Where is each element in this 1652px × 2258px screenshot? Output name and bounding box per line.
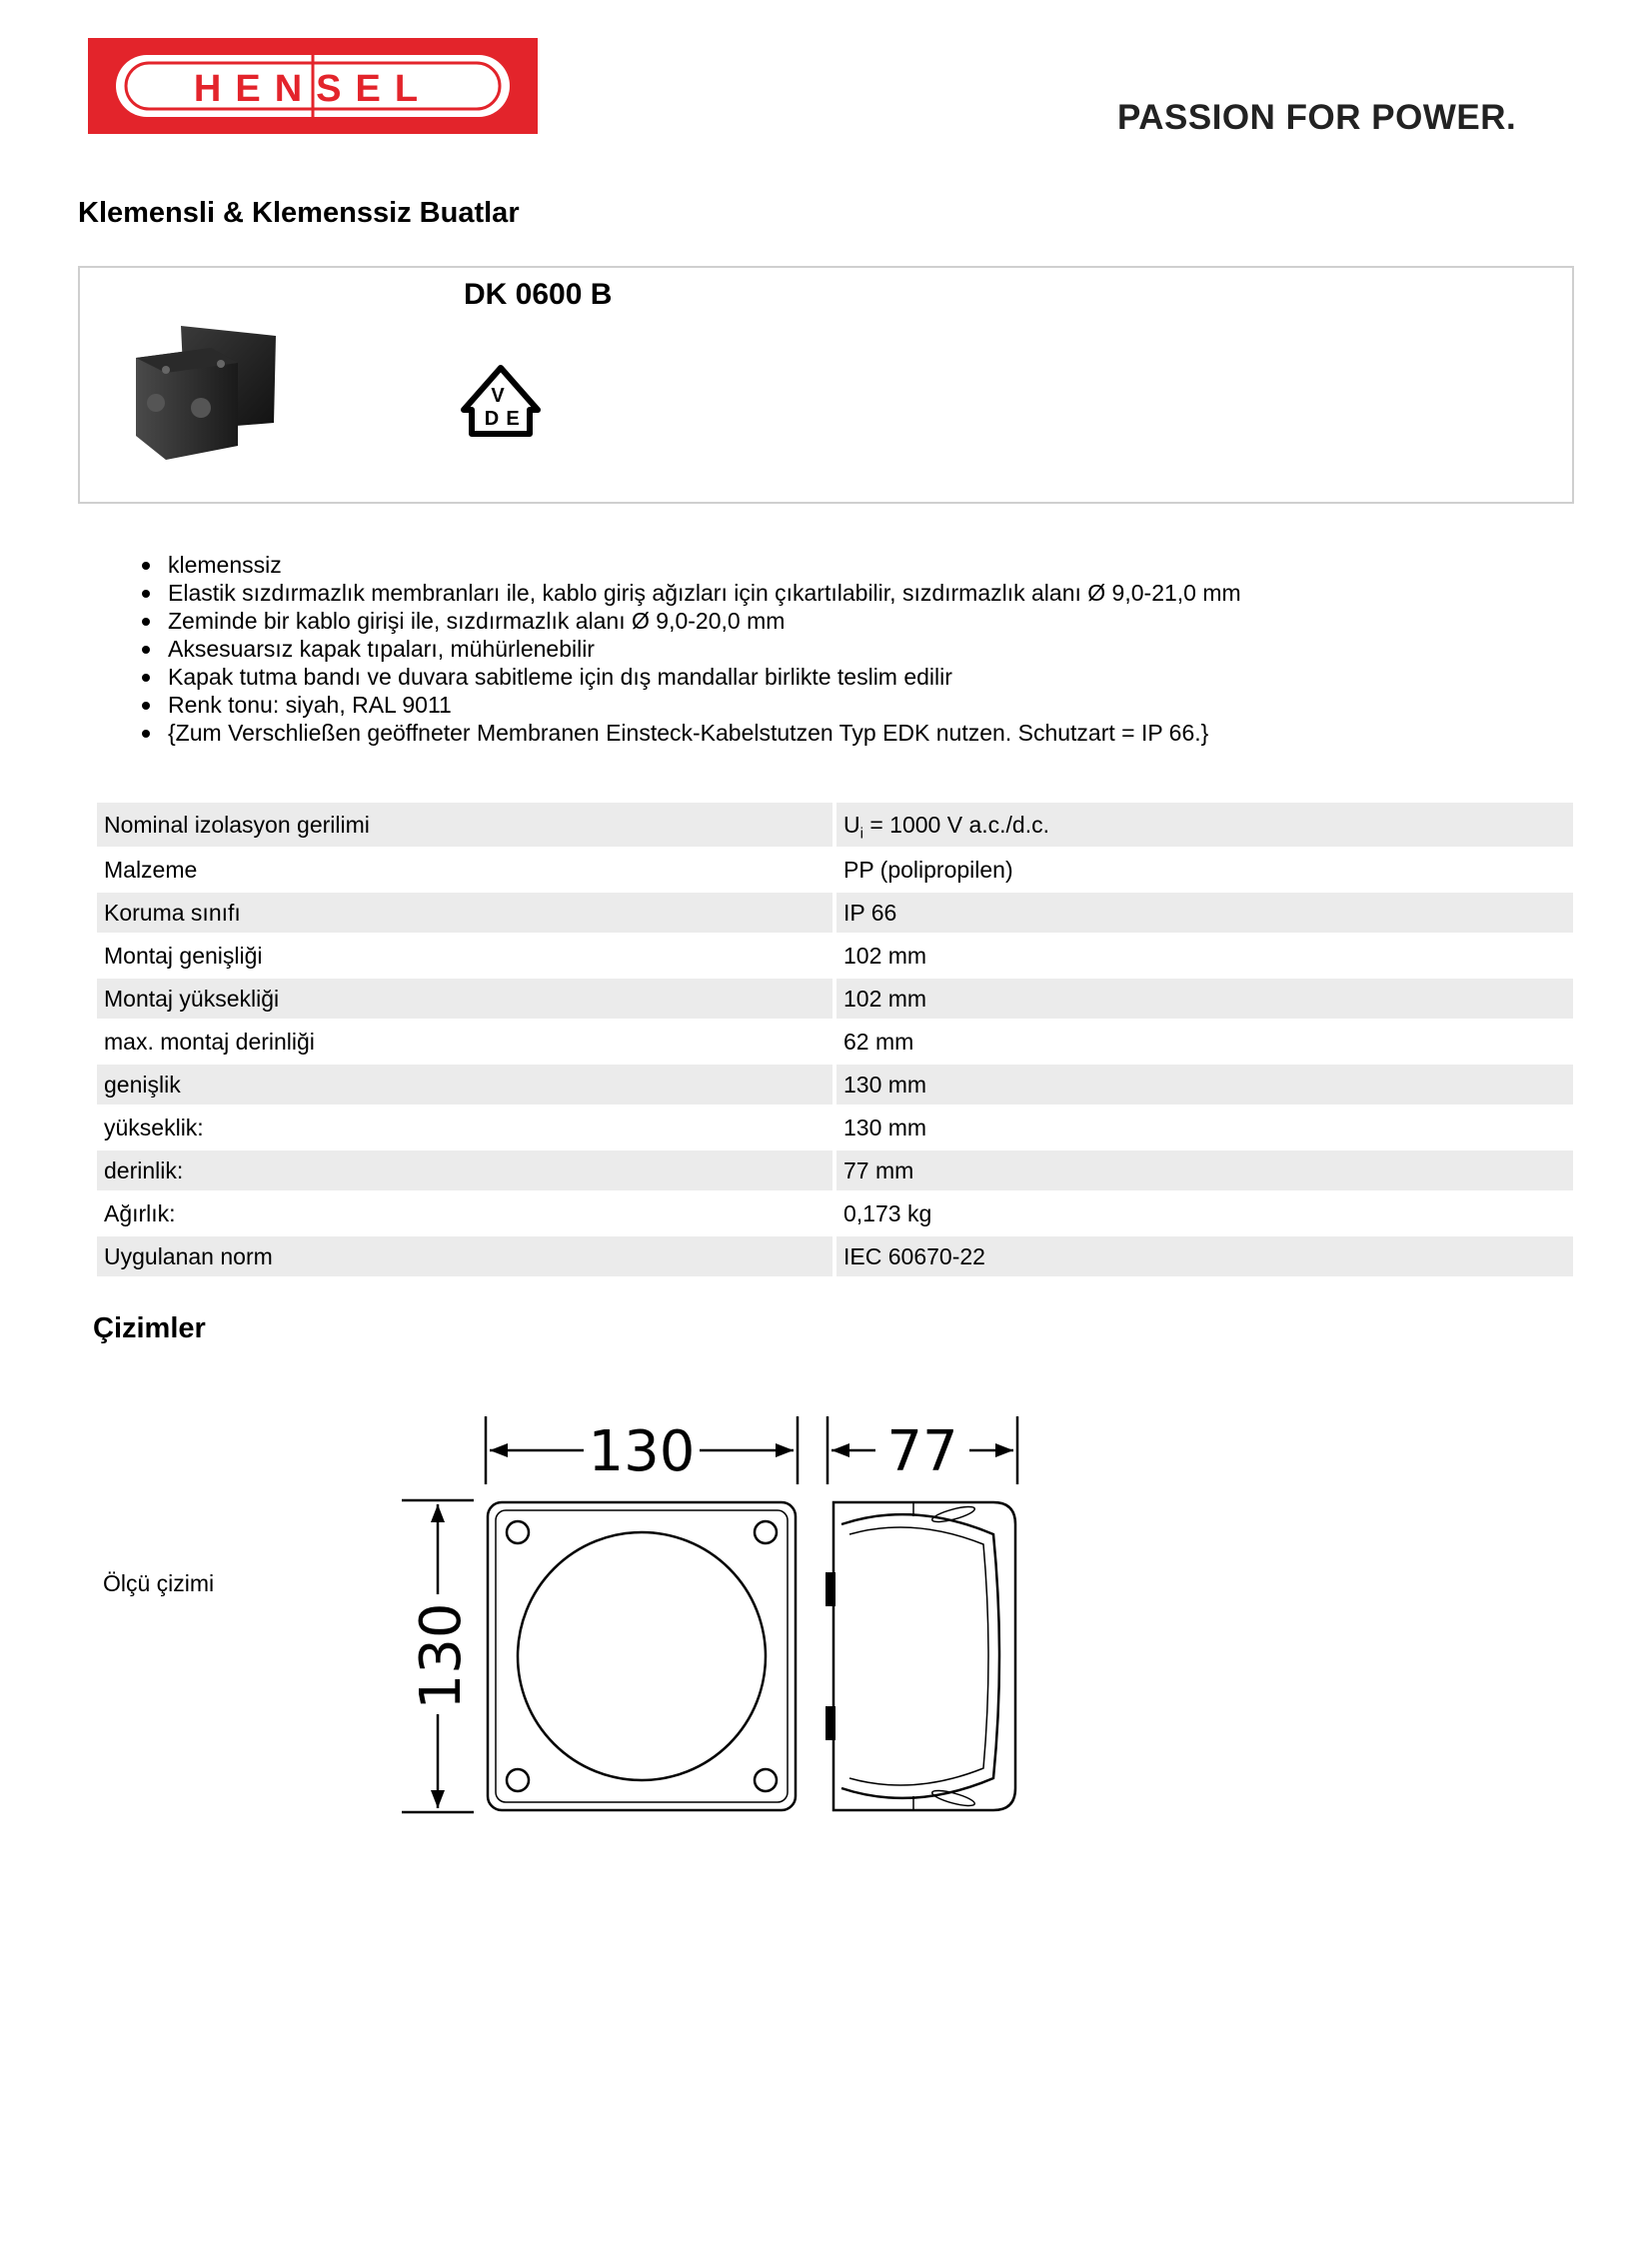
product-code: DK 0600 B [464,278,613,311]
feature-item: Elastik sızdırmazlık membranları ile, kablo giriş ağızları için çıkartılabilir, sızdırmazlık alanı Ø 9,0-21,0 mm [140,579,1241,607]
side-latch [826,1706,835,1740]
spec-value: 130 mm [843,1115,927,1140]
spec-row [97,936,1573,979]
svg-text:D: D [484,408,500,430]
spec-label: Malzeme [104,857,198,883]
cable-entry [147,394,165,412]
category-title: Klemensli & Klemenssiz Buatlar [78,197,520,229]
feature-item: Aksesuarsız kapak tıpaları, mühürlenebilir [140,635,1241,663]
voltage-symbol: U [843,812,860,838]
cable-entry [191,398,211,418]
voltage-subscript: i [859,825,863,843]
product-photo [126,318,286,468]
spec-label: Uygulanan norm [97,1236,832,1276]
feature-item: Renk tonu: siyah, RAL 9011 [140,691,1241,719]
spec-value: 130 mm [836,1065,1573,1105]
spec-row [97,1150,1573,1193]
spec-value: 102 mm [843,943,927,969]
tagline: PASSION FOR POWER. [1117,98,1517,137]
spec-value: IP 66 [836,893,1573,933]
voltage-value: = 1000 V a.c./d.c. [862,812,1050,838]
svg-text:E: E [506,408,520,430]
spec-label: max. montaj derinliği [104,1029,315,1055]
spec-value: 77 mm [836,1150,1573,1190]
height-dimension: 130 [409,1602,474,1710]
spec-row [97,1108,1573,1150]
hensel-logo [88,38,538,134]
spec-label: genişlik [97,1065,832,1105]
vde-mark-icon [458,362,544,444]
drawings-title: Çizimler [93,1312,206,1344]
side-latch [826,1572,835,1606]
logo-text: HENSEL [193,68,433,110]
spec-row [97,1193,1573,1236]
spec-row [97,893,1573,936]
front-view [488,1502,796,1810]
spec-row [97,1236,1573,1279]
spec-value: 0,173 kg [843,1200,932,1226]
dimension-drawing [394,1404,1033,1834]
feature-item: klemenssiz [140,551,1241,579]
svg-text:V: V [491,385,505,407]
spec-value: PP (polipropilen) [843,857,1013,883]
spec-value: IEC 60670-22 [836,1236,1573,1276]
spec-table [97,803,1573,1279]
width-dimension: 130 [588,1419,696,1484]
product-box [78,266,1574,504]
spec-value: 102 mm [836,979,1573,1019]
spec-row-voltage [97,803,1573,850]
spec-row [97,850,1573,893]
drawing-label: Ölçü çizimi [103,1570,215,1596]
spec-label: Montaj yüksekliği [97,979,832,1019]
depth-dimension: 77 [886,1419,958,1484]
spec-row [97,979,1573,1022]
spec-value: 62 mm [843,1029,914,1055]
spec-label: yükseklik: [104,1115,204,1140]
feature-item: Kapak tutma bandı ve duvara sabitleme için dış mandallar birlikte teslim edilir [140,663,1241,691]
spec-label: Nominal izolasyon gerilimi [97,803,832,847]
spec-label: Ağırlık: [104,1200,176,1226]
spec-label: derinlik: [97,1150,832,1190]
feature-item: Zeminde bir kablo girişi ile, sızdırmazlık alanı Ø 9,0-20,0 mm [140,607,1241,635]
spec-label: Koruma sınıfı [97,893,832,933]
spec-row [97,1065,1573,1108]
spec-value [836,803,1573,847]
spec-label: Montaj genişliği [104,943,263,969]
feature-item: {Zum Verschließen geöffneter Membranen Einsteck-Kabelstutzen Typ EDK nutzen. Schutzart = IP 66.} [140,719,1241,747]
feature-list [140,551,1241,747]
spec-row [97,1022,1573,1065]
side-view [833,1502,1015,1810]
